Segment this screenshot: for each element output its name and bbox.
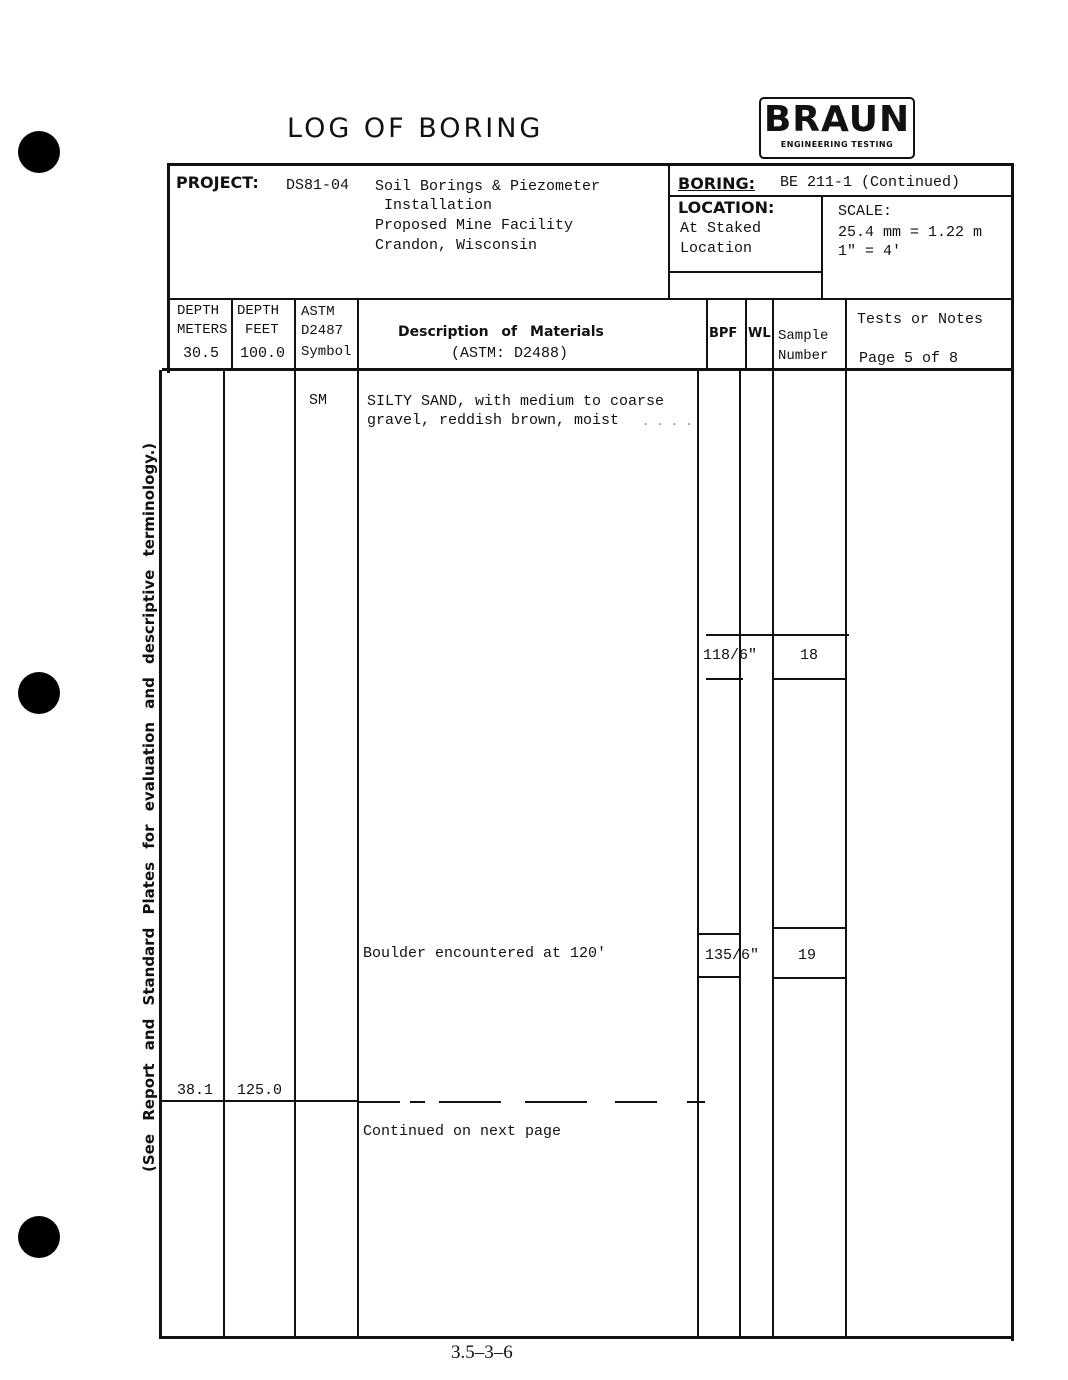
sample-19-number: 19 bbox=[798, 947, 817, 964]
depth-meters-header-2: METERS bbox=[177, 322, 228, 338]
stratum-boundary-dash-4 bbox=[525, 1101, 587, 1103]
depth-feet-header-1: DEPTH bbox=[237, 303, 280, 319]
stratum-boundary-dash-1 bbox=[358, 1101, 400, 1103]
col-divider-5-lower bbox=[739, 370, 741, 1338]
sample-18-top-rule bbox=[706, 634, 849, 636]
scale-label: SCALE: bbox=[838, 203, 893, 220]
col-divider-4-lower bbox=[697, 370, 699, 1338]
page-title: LOG OF BORING bbox=[287, 113, 544, 144]
astm-header-1: ASTM bbox=[301, 304, 335, 320]
location-label: LOCATION: bbox=[678, 198, 775, 217]
astm-header-2: D2487 bbox=[301, 323, 344, 339]
frame-right bbox=[1011, 163, 1014, 1341]
braun-logo bbox=[759, 97, 915, 159]
sample-18-number: 18 bbox=[800, 647, 819, 664]
sample-19-bpf: 135/6" bbox=[705, 947, 760, 964]
sidebar-note: (See Report and Standard Plates for evaluation and descriptive terminology.) bbox=[140, 442, 158, 1172]
frame-bottom bbox=[159, 1336, 1014, 1339]
bottom-depth-rule bbox=[162, 1100, 358, 1102]
col-divider-6 bbox=[772, 298, 774, 1338]
sample-18-bpf: 118/6" bbox=[703, 647, 758, 664]
location-line-2: Location bbox=[680, 240, 753, 257]
col-divider-1-lower bbox=[223, 370, 225, 1338]
boring-label: BORING: bbox=[678, 174, 755, 193]
soil-symbol: SM bbox=[309, 392, 328, 409]
col-divider-5 bbox=[745, 298, 747, 370]
tests-header: Tests or Notes bbox=[857, 311, 984, 328]
bpf-header: BPF bbox=[709, 326, 738, 341]
col-divider-1 bbox=[231, 298, 233, 370]
binder-hole-middle bbox=[18, 672, 60, 714]
stratum-boundary-dash-3 bbox=[439, 1101, 501, 1103]
description-subheader: (ASTM: D2488) bbox=[451, 345, 569, 362]
scale-divider bbox=[821, 195, 823, 300]
project-line-3: Proposed Mine Facility bbox=[375, 217, 574, 234]
page-reference: 3.5–3–6 bbox=[451, 1342, 513, 1363]
bottom-depth-feet: 125.0 bbox=[237, 1082, 283, 1099]
sample-19-bottom-rule-b bbox=[773, 977, 846, 979]
project-line-1: Soil Borings & Piezometer bbox=[375, 178, 601, 195]
frame-left-upper bbox=[167, 163, 170, 373]
scale-line-1: 25.4 mm = 1.22 m bbox=[838, 224, 983, 241]
scale-line-2: 1" = 4' bbox=[838, 243, 902, 260]
project-line-4: Crandon, Wisconsin bbox=[375, 237, 538, 254]
header-divider-project bbox=[668, 163, 670, 300]
logo-subtitle: ENGINEERING TESTING bbox=[780, 140, 894, 149]
stratum-boundary-dash-5 bbox=[615, 1101, 657, 1103]
frame-top bbox=[167, 163, 1014, 166]
location-line-1: At Staked bbox=[680, 220, 762, 237]
project-line-2: Installation bbox=[375, 197, 493, 214]
description-header: Description of Materials bbox=[398, 324, 604, 340]
depth-feet-header-2: FEET bbox=[245, 322, 279, 338]
trailing-dots: . . . . bbox=[642, 414, 693, 428]
sample-19-top-rule-a bbox=[699, 933, 741, 935]
continued-note: Continued on next page bbox=[363, 1123, 562, 1140]
description-line-1: SILTY SAND, with medium to coarse bbox=[367, 393, 665, 410]
wl-header: WL bbox=[748, 326, 771, 341]
sample-header-2: Number bbox=[778, 348, 829, 364]
binder-hole-bottom bbox=[18, 1216, 60, 1258]
boring-value: BE 211-1 (Continued) bbox=[780, 174, 961, 191]
sample-19-bottom-rule-a bbox=[699, 976, 741, 978]
sample-header-1: Sample bbox=[778, 328, 829, 344]
frame-left-lower bbox=[159, 370, 162, 1338]
boulder-note: Boulder encountered at 120' bbox=[363, 945, 607, 962]
astm-header-3: Symbol bbox=[301, 344, 352, 360]
stratum-boundary-dash-2 bbox=[410, 1101, 425, 1103]
project-number: DS81-04 bbox=[286, 177, 350, 194]
sample-19-top-rule-b bbox=[773, 927, 846, 929]
col-divider-2 bbox=[294, 298, 296, 1338]
depth-meters-top: 30.5 bbox=[183, 345, 220, 362]
bottom-depth-meters: 38.1 bbox=[177, 1082, 214, 1099]
location-underline bbox=[668, 271, 823, 273]
project-label: PROJECT: bbox=[176, 173, 259, 192]
depth-meters-header-1: DEPTH bbox=[177, 303, 220, 319]
depth-feet-top: 100.0 bbox=[240, 345, 286, 362]
col-divider-7 bbox=[845, 298, 847, 1338]
column-header-bottom bbox=[162, 368, 1014, 371]
description-line-2: gravel, reddish brown, moist bbox=[367, 412, 620, 429]
col-divider-3 bbox=[357, 298, 359, 1338]
binder-hole-top bbox=[18, 131, 60, 173]
sample-18-bottom-rule-b bbox=[773, 678, 846, 680]
page-number: Page 5 of 8 bbox=[859, 350, 959, 367]
col-divider-4 bbox=[706, 298, 708, 370]
sample-18-bottom-rule-a bbox=[706, 678, 743, 680]
boring-underline bbox=[668, 195, 1014, 197]
stratum-boundary-dash-6 bbox=[687, 1101, 705, 1103]
logo-wordmark: BRAUN bbox=[763, 99, 911, 140]
